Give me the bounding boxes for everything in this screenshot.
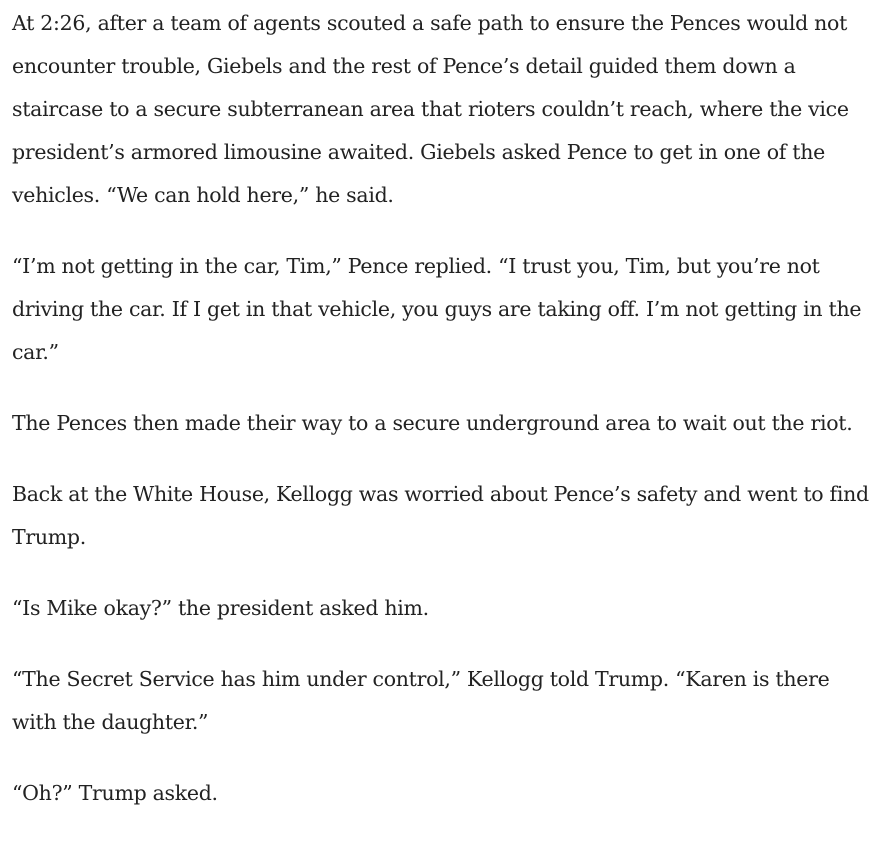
article-paragraph: “Oh?” Trump asked.	[12, 781, 218, 805]
article-paragraph: At 2:26, after a team of agents scouted a safe path to ensure the Pences would not encounter trouble, Giebels and the rest of Pence’s detail guided them down a staircase to a secure subterranean area that rioters couldn’t reach, where the vice president’s armored limousine awaited. Giebels asked Pence to get in one of the vehicles. “We can hold here,” he said.	[12, 11, 849, 207]
article-paragraph: “I’m not getting in the car, Tim,” Pence replied. “I trust you, Tim, but you’re not driving the car. If I get in that vehicle, you guys are taking off. I’m not getting in the car.”	[12, 254, 862, 364]
article-paragraph: Back at the White House, Kellogg was worried about Pence’s safety and went to find Trump.	[12, 482, 869, 549]
article-paragraph: “The Secret Service has him under control,” Kellogg told Trump. “Karen is there with the daughter.”	[12, 667, 830, 734]
article-paragraph: “Is Mike okay?” the president asked him.	[12, 596, 429, 620]
article-paragraph: The Pences then made their way to a secure underground area to wait out the riot.	[12, 411, 853, 435]
